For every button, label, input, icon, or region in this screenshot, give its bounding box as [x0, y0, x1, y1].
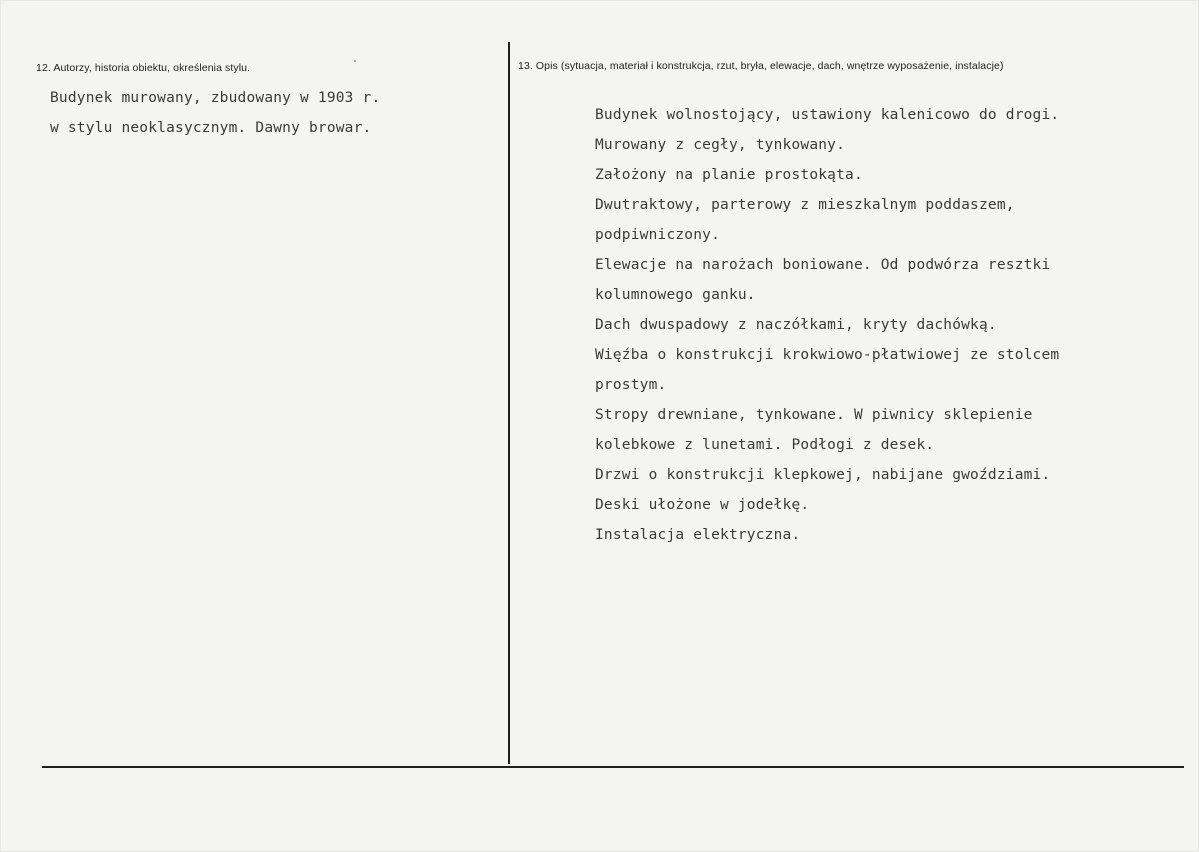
- section-13-text-line: Deski ułożone w jodełkę.: [595, 497, 810, 513]
- section-12-text-line: w stylu neoklasycznym. Dawny browar.: [50, 120, 372, 136]
- section-13-text-line: Dwutraktowy, parterowy z mieszkalnym poddaszem,: [595, 197, 1015, 213]
- section-13-label: 13. Opis (sytuacja, materiał i konstrukcja, rzut, bryła, elewacje, dach, wnętrze wyposażenie, instalacje): [518, 60, 1004, 72]
- section-13-text-line: Dach dwuspadowy z naczółkami, kryty dachówką.: [595, 317, 997, 333]
- section-13-text-line: Elewacje na narożach boniowane. Od podwórza resztki: [595, 257, 1051, 273]
- section-12-text-line: Budynek murowany, zbudowany w 1903 r.: [50, 90, 381, 106]
- section-13-text-line: Murowany z cegły, tynkowany.: [595, 137, 846, 153]
- section-13-text-line: kolebkowe z lunetami. Podłogi z desek.: [595, 437, 935, 453]
- section-13-text-line: Budynek wolnostojący, ustawiony kalenicowo do drogi.: [595, 107, 1060, 123]
- section-13-text-line: Instalacja elektryczna.: [595, 527, 801, 543]
- bottom-rule: [42, 766, 1184, 768]
- section-13-text-line: podpiwniczony.: [595, 227, 721, 243]
- section-13-text-line: kolumnowego ganku.: [595, 287, 756, 303]
- section-13-text-line: Więźba o konstrukcji krokwiowo-płatwiowej ze stolcem: [595, 347, 1060, 363]
- section-13-text-line: Założony na planie prostokąta.: [595, 167, 863, 183]
- section-12-label: 12. Autorzy, historia obiektu, określenia stylu.: [36, 62, 251, 74]
- paper-mark: [354, 60, 356, 62]
- section-13-text-line: Drzwi o konstrukcji klepkowej, nabijane gwoździami.: [595, 467, 1051, 483]
- section-13-text-line: Stropy drewniane, tynkowane. W piwnicy sklepienie: [595, 407, 1033, 423]
- column-divider: [508, 42, 510, 764]
- section-13-text-line: prostym.: [595, 377, 667, 393]
